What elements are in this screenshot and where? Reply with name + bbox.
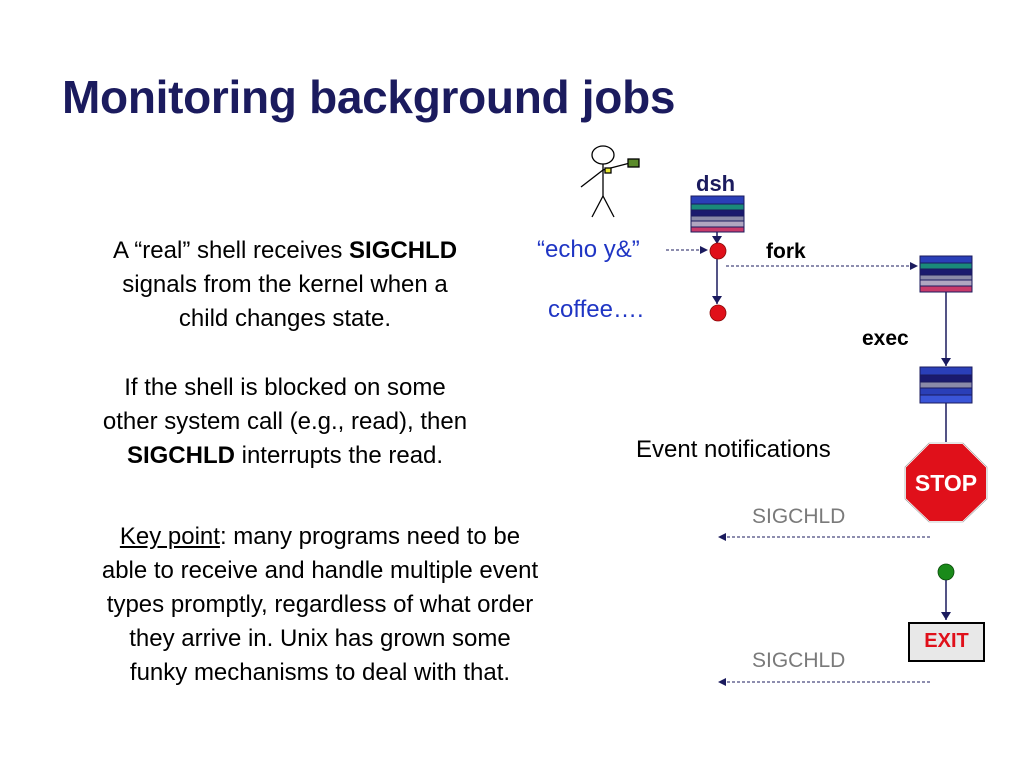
para3-line1: : many programs need to be xyxy=(219,523,521,550)
user-figure-icon xyxy=(581,146,639,217)
fork-label: fork xyxy=(766,240,806,263)
para1-pre: A “real” shell receives xyxy=(112,237,350,264)
slide-title: Monitoring background jobs xyxy=(62,71,676,123)
dsh-label: dsh xyxy=(696,171,736,196)
sigchld-label-2: SIGCHLD xyxy=(752,649,846,672)
para3-line4: they arrive in. Unix has grown some xyxy=(129,625,511,652)
para2-post: interrupts the read. xyxy=(234,442,444,469)
exec-process-stack-icon xyxy=(920,367,972,403)
dsh-event-dot-2 xyxy=(710,305,726,321)
resume-dot xyxy=(938,564,954,580)
sigchld-label-1: SIGCHLD xyxy=(752,505,846,528)
para1-line3: child changes state. xyxy=(178,305,392,332)
para2-sigchld: SIGCHLD xyxy=(126,442,235,469)
para2-line1: If the shell is blocked on some xyxy=(124,374,446,401)
coffee-label: coffee…. xyxy=(548,296,644,323)
para1-line2: signals from the kernel when a xyxy=(122,271,448,298)
stop-label: STOP xyxy=(914,470,978,496)
timeline-arrow-icon xyxy=(941,612,951,620)
exec-label: exec xyxy=(862,327,909,350)
timeline-arrow-icon xyxy=(712,296,722,304)
dsh-process-stack-icon xyxy=(691,196,744,232)
para1-sigchld: SIGCHLD xyxy=(349,237,458,264)
echo-label: “echo y&” xyxy=(537,236,640,263)
dsh-event-dot-1 xyxy=(710,243,726,259)
para2-line2: other system call (e.g., read), then xyxy=(102,408,468,435)
para3-line3: types promptly, regardless of what order xyxy=(106,591,534,618)
exit-label: EXIT xyxy=(924,630,969,652)
timeline-arrow-icon xyxy=(941,358,951,366)
child-process-stack-icon xyxy=(920,256,972,292)
para3-line5: funky mechanisms to deal with that. xyxy=(129,659,511,686)
para3-line2: able to receive and handle multiple event xyxy=(101,557,539,584)
event-notifications-label: Event notifications xyxy=(636,436,831,463)
key-point-label: Key point xyxy=(119,523,220,550)
